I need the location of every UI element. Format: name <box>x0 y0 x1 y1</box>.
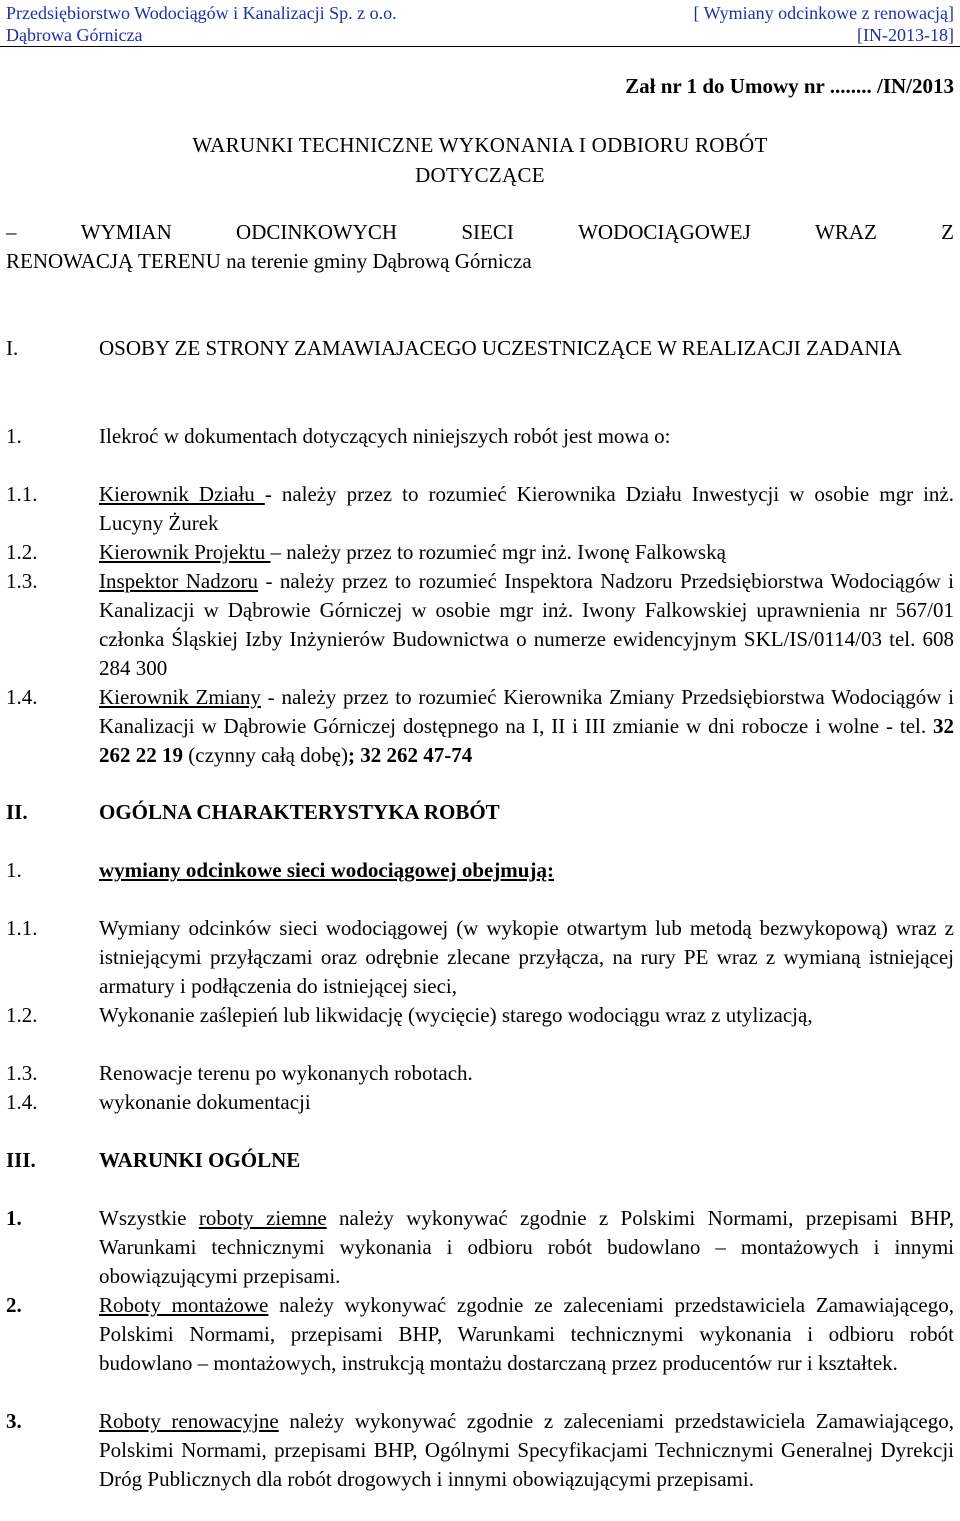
subject-word: SIECI <box>461 220 514 244</box>
header-company: Przedsiębiorstwo Wodociągów i Kanalizacji Sp. z o.o. <box>6 3 397 23</box>
list-item <box>6 480 954 538</box>
separator: ; <box>348 743 355 767</box>
item-number: 1.3. <box>6 1061 38 1085</box>
item-body: – należy przez to rozumieć mgr inż. Iwonę Falkowską <box>270 540 726 564</box>
item-number: 1.2. <box>6 540 38 564</box>
document-title <box>0 130 960 190</box>
section-3-heading <box>6 1146 954 1175</box>
item-text: Renowacje terenu po wykonanych robotach. <box>99 1061 473 1085</box>
item-number: 1.4. <box>6 1090 38 1114</box>
item-body: należy wykonywać zgodnie z Polskimi Normami, przepisami BHP, Warunkami technicznymi wykonania i odbioru robót budowlano – montażowych i innymi obowiązującymi przepisami. <box>99 1206 954 1288</box>
list-item <box>6 1291 954 1378</box>
section-number: III. <box>6 1148 36 1172</box>
item-text: wykonanie dokumentacji <box>99 1090 311 1114</box>
item-body: należy wykonywać zgodnie z zaleceniami przedstawiciela Zamawiającego, Polskimi Normami, przepisami BHP, Ogólnymi Specyfikacjami Technicznymi Generalnej Dyrekcji Dróg Publicznych dla robót drogowych i innymi obowiązującymi przepisami. <box>99 1409 954 1491</box>
item-body: (czynny całą dobę) <box>183 743 348 767</box>
section-1-heading <box>6 334 954 363</box>
subject-dash: – <box>6 220 17 244</box>
list-item <box>6 914 954 1001</box>
item-number: 2. <box>6 1293 22 1317</box>
subsection-title <box>99 856 954 885</box>
item-term: Kierownik Zmiany <box>99 685 261 709</box>
section-title: WARUNKI OGÓLNE <box>99 1148 301 1172</box>
item-text <box>99 567 954 683</box>
header-project-code: [IN-2013-18] <box>857 25 954 45</box>
header-city: Dąbrowa Górnicza <box>6 25 143 45</box>
item-prefix: Wszystkie <box>99 1206 199 1230</box>
subject-word: WRAZ <box>815 220 877 244</box>
item-number: 1.1. <box>6 916 38 940</box>
item-term: Kierownik Projektu <box>99 540 271 564</box>
list-item <box>6 1001 954 1030</box>
item-body: - należy przez to rozumieć Inspektora Nadzoru Przedsiębiorstwa Wodociągów i Kanalizacji w Dąbrowie Górniczej w osobie mgr inż. Iwony Falkowskiej uprawnienia nr 567/01 członka Śląskiej Izby Inżynierów Budownictwa o numerze ewidencyjnym SKL/IS/0114/03 tel. 608 284 300 <box>99 569 954 680</box>
subject-word: WODOCIĄGOWEJ <box>578 220 751 244</box>
item-body: należy wykonywać zgodnie ze zaleceniami przedstawiciela Zamawiającego, Polskimi Normami, przepisami BHP, Warunkami technicznymi wykonania i odbioru robót budowlano – montażowych, instrukcją montażu dostarczaną przez producentów rur i kształtek. <box>99 1293 955 1375</box>
subsection-title-text: wymiany odcinkowe sieci wodociągowej obejmują: <box>99 858 554 882</box>
subject-word: ODCINKOWYCH <box>236 220 398 244</box>
item-text <box>99 1204 954 1291</box>
subject-word: Z <box>941 220 954 244</box>
item-term: Roboty renowacyjne <box>99 1409 279 1433</box>
item-text <box>99 1407 954 1494</box>
item-term: roboty ziemne <box>198 1206 327 1230</box>
item-text <box>99 538 954 567</box>
item-number: 1.4. <box>6 685 38 709</box>
document-subject <box>6 218 954 276</box>
list-item <box>6 1204 954 1291</box>
section-2-heading <box>6 798 954 827</box>
list-item <box>6 1407 954 1494</box>
item-body: - należy przez to rozumieć Kierownika Działu Inwestycji w osobie mgr inż. Lucyny Żurek <box>99 482 954 535</box>
subject-line-2: RENOWACJĄ TERENU na terenie gminy Dąbrową Górnicza <box>6 249 532 273</box>
phone-number: 32 262 47-74 <box>355 743 473 767</box>
section-number: II. <box>6 800 28 824</box>
header-project-name: [ Wymiany odcinkowe z renowacją] <box>693 3 954 23</box>
item-text <box>99 480 954 538</box>
list-item <box>6 538 954 567</box>
running-header <box>6 2 954 46</box>
list-item <box>6 1088 954 1117</box>
phone-number: 32 262 22 19 <box>99 714 954 767</box>
item-number: 1.1. <box>6 482 38 506</box>
section-number: I. <box>6 336 19 360</box>
subject-word: WYMIAN <box>80 220 172 244</box>
title-line-1: WARUNKI TECHNICZNE WYKONANIA I ODBIORU ROBÓT <box>192 133 768 157</box>
item-term: Kierownik Działu <box>99 482 265 506</box>
item-text <box>99 683 954 770</box>
list-item <box>6 567 954 683</box>
item-text: Wymiany odcinków sieci wodociągowej (w wykopie otwartym lub metodą bezwykopową) wraz z istniejącymi przyłączami oraz odrębnie zlecane przyłącza, na rury PE wraz z wymianą istniejącej armatury i podłączenia do istniejącej sieci, <box>99 916 954 998</box>
title-line-2: DOTYCZĄCE <box>415 163 545 187</box>
item-number: 1.2. <box>6 1003 38 1027</box>
subsection-number: 1. <box>6 424 22 448</box>
section-2-subheading <box>6 856 954 885</box>
list-item <box>6 1059 954 1088</box>
item-term: Roboty montażowe <box>99 1293 269 1317</box>
item-term: Inspektor Nadzoru <box>99 569 259 593</box>
item-number: 1.3. <box>6 569 38 593</box>
subsection-title: Ilekroć w dokumentach dotyczących niniejszych robót jest mowa o: <box>99 424 671 448</box>
subsection-number: 1. <box>6 858 22 882</box>
item-number: 1. <box>6 1206 22 1230</box>
list-item <box>6 683 954 770</box>
section-title: OGÓLNA CHARAKTERYSTYKA ROBÓT <box>99 800 500 824</box>
item-text <box>99 1291 954 1378</box>
item-body: - należy przez to rozumieć Kierownika Zmiany Przedsiębiorstwa Wodociągów i Kanalizacji w Dąbrowie Górniczej dostępnego na I, II i III zmianie w dni robocze i wolne - tel. <box>99 685 954 738</box>
item-number: 3. <box>6 1409 22 1433</box>
section-title: OSOBY ZE STRONY ZAMAWIAJACEGO UCZESTNICZĄCE W REALIZACJI ZADANIA <box>99 336 902 360</box>
item-text: Wykonanie zaślepień lub likwidację (wycięcie) starego wodociągu wraz z utylizacją, <box>99 1003 813 1027</box>
section-1-subheading <box>6 422 954 451</box>
header-rule <box>0 46 960 47</box>
attachment-label: Zał nr 1 do Umowy nr ........ /IN/2013 <box>625 74 954 98</box>
